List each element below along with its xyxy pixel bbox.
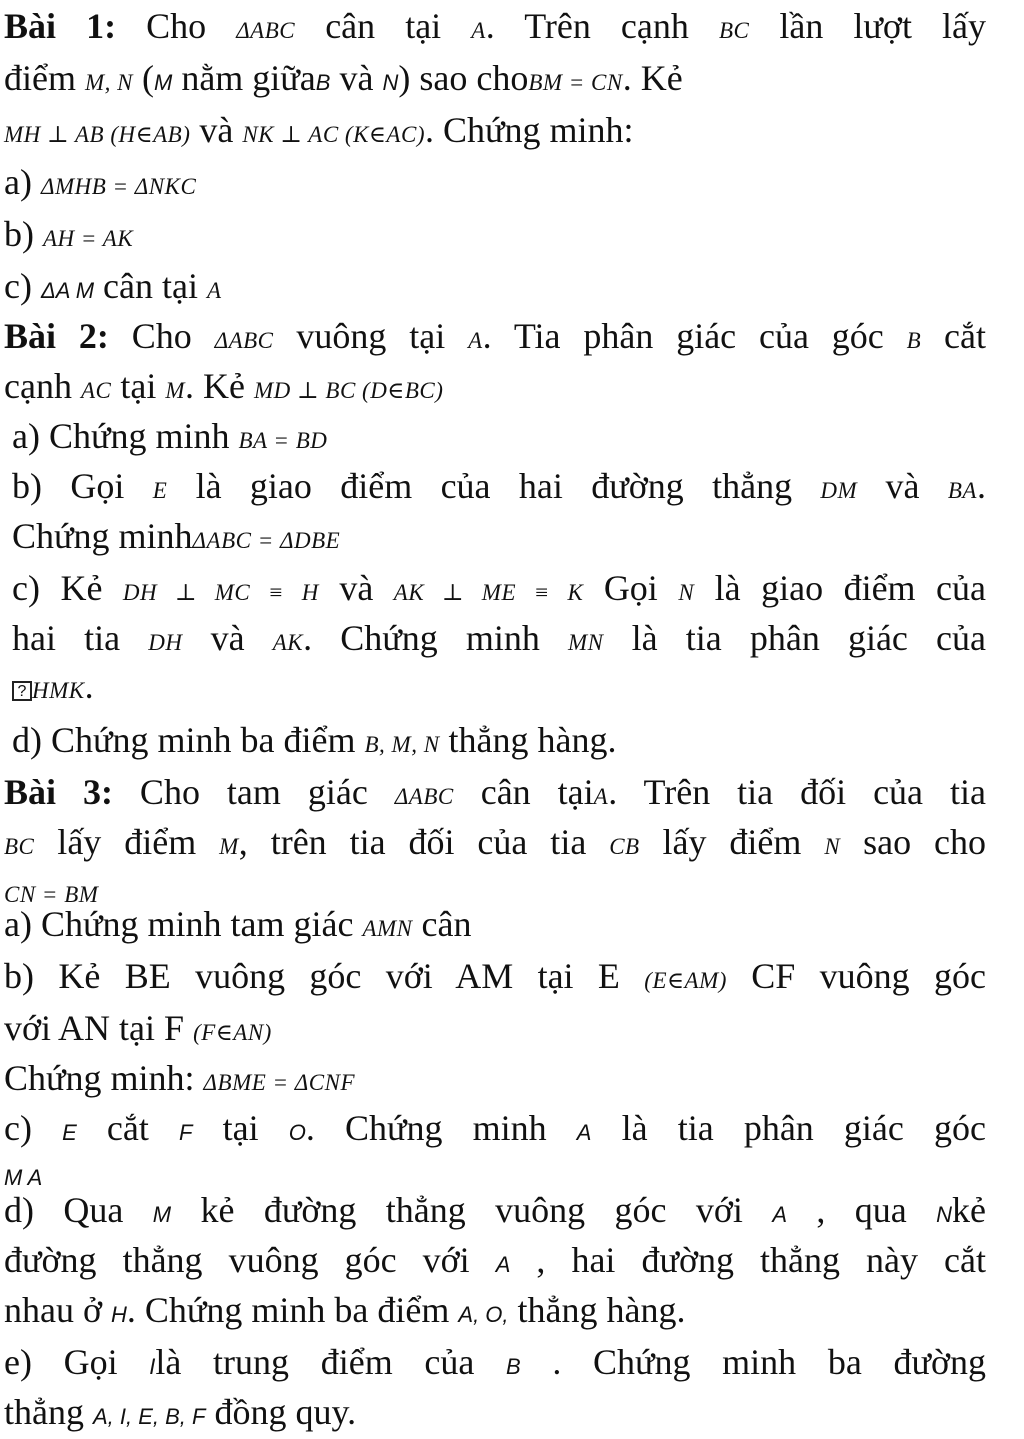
text: d) Chứng minh ba điểm [12,720,365,760]
text: lần lượt lấy [749,6,987,46]
text: , trên tia đối của tia [238,822,610,862]
b2-part-c-1 [12,570,986,606]
text: và [330,58,383,98]
math: AH = AK [43,226,134,251]
text: a) Chứng minh [12,416,239,456]
b3-line-3 [4,872,986,908]
math: CB [609,834,640,859]
math: BA [947,478,977,503]
math: HMK [32,678,85,703]
math: O [288,1120,306,1145]
text: c) [4,266,41,306]
text: điểm [4,58,85,98]
math: AK ⊥ ME ≡ K [393,580,584,605]
math: DH ⊥ MC ≡ H [122,580,319,605]
text: và [190,110,243,150]
math: DH [148,630,183,655]
text: cắt [921,316,987,356]
math: BA = BD [238,428,328,453]
text: nhau ở [4,1290,112,1330]
math: ΔABC = ΔDBE [192,528,341,553]
math: BC [4,834,35,859]
text: thẳng hàng. [508,1290,686,1330]
math: N [678,580,695,605]
text: và [857,466,948,506]
b2-title: Bài 2: [4,316,109,356]
b1-line-1 [4,8,986,44]
b1-part-a [4,164,986,200]
b2-part-a [12,418,986,454]
text: c) Kẻ [12,568,123,608]
text: . Trên cạnh [485,6,719,46]
text: cạnh [4,366,81,406]
b1-part-b [4,216,986,252]
text: lấy điểm [639,822,825,862]
math: BM = CN [528,70,623,95]
text: Cho [108,316,215,356]
math: AMN [362,916,413,941]
math: M A [4,1165,43,1190]
text: . Trên tia đối của tia [608,772,986,812]
b3-part-c-1 [4,1110,986,1146]
math: A [593,784,609,809]
b1-part-c [4,268,986,304]
text: lấy điểm [34,822,220,862]
text: Cho tam giác [112,772,395,812]
math: M [152,1202,172,1227]
b3-part-c-2 [4,1155,986,1191]
b3-part-b-1 [4,958,986,994]
text: . Chứng minh [305,1108,577,1148]
text: với AN tại F [4,1008,194,1048]
text: b) Kẻ BE vuông góc với AM tại E [4,956,645,996]
text: là giao điểm của [694,568,986,608]
b2-line-2 [4,368,986,404]
text: cân tại [94,266,207,306]
missing-glyph-icon: ? [12,681,32,701]
b1-line-3 [4,112,986,148]
text: a) Chứng minh tam giác [4,904,363,944]
math: M [165,378,186,403]
math: B [906,328,922,353]
math: N [824,834,841,859]
math: ΔBME = ΔCNF [203,1070,356,1095]
text: d) Qua [4,1190,153,1230]
math: M, N [84,70,133,95]
math: E [152,478,168,503]
text: b) [4,214,43,254]
math: A [772,1202,787,1227]
math: B, M, N [364,732,440,757]
math: AK [272,630,304,655]
b3-part-a [4,906,986,942]
text: và [182,618,273,658]
text: kẻ đường thẳng vuông góc với [171,1190,773,1230]
math: B [505,1354,521,1379]
text: cân [412,904,472,944]
b3-line-2 [4,824,986,860]
b3-part-b-2 [4,1010,986,1046]
text: Chứng minh: [4,1058,204,1098]
text: . Kẻ [622,58,683,98]
b2-part-b-1 [12,468,986,504]
math: E [62,1120,77,1145]
math: F [179,1120,193,1145]
text: CF vuông góc [726,956,987,996]
math: ΔABC [394,784,454,809]
math: B [315,70,331,95]
text: thẳng hàng. [439,720,617,760]
text: tại [192,1108,289,1148]
math: A [206,278,222,303]
b3-line-1 [4,774,986,810]
b3-part-e-1 [4,1344,986,1380]
math: MH ⊥ AB (H∈AB) [4,122,191,147]
text: ( [132,58,154,98]
b2-part-c-3 [12,668,986,704]
math: A [576,1120,592,1145]
text: . [976,466,986,506]
math: NK ⊥ AC (K∈AC) [242,122,425,147]
text: . Chứng minh ba đường [520,1342,986,1382]
b3-part-d-3 [4,1292,986,1328]
text: e) Gọi [4,1342,150,1382]
text: là giao điểm của hai đường thẳng [167,466,821,506]
b3-title: Bài 3: [4,772,113,812]
b2-part-c-2 [12,620,986,656]
b2-part-d [12,722,986,758]
b3-part-e-2 [4,1394,986,1430]
text: đường thẳng vuông góc với [4,1240,496,1280]
math: MN [568,630,604,655]
math: A [495,1252,511,1277]
math: A [468,328,483,353]
text: và [318,568,394,608]
text: hai tia [12,618,149,658]
text: c) [4,1108,63,1148]
math: N [382,70,399,95]
text: kẻ [952,1190,987,1230]
b1-title: Bài 1: [4,6,117,46]
text: , hai đường thẳng này cắt [510,1240,987,1280]
text: . Chứng minh ba điểm [126,1290,459,1330]
text: a) [4,162,41,202]
b3-part-b-3 [4,1060,986,1096]
math: ΔMHB = ΔNKC [40,174,197,199]
math: ΔA M [40,278,95,303]
b3-part-d-1 [4,1192,986,1228]
text: . Tia phân giác của góc [482,316,907,356]
text: là tia phân giác góc [591,1108,987,1148]
math: MD ⊥ BC (D∈BC) [254,378,444,403]
math: N [936,1202,953,1227]
text: vuông tại [273,316,469,356]
b3-part-d-2 [4,1242,986,1278]
text: b) Gọi [12,466,153,506]
text: là trung điểm của [155,1342,506,1382]
text: ) sao cho [398,58,529,98]
text: . Chứng minh: [425,110,634,150]
math: DM [820,478,858,503]
math: H [111,1302,127,1327]
math: I [149,1354,156,1379]
text: Gọi [583,568,679,608]
text: nằm giữa [172,58,316,98]
text: cân tại [453,772,594,812]
math: (F∈AN) [193,1020,272,1045]
math: A, O, [458,1302,509,1327]
math: CN = BM [4,882,99,907]
math: A, I, E, B, F [92,1404,206,1429]
text: sao cho [840,822,986,862]
math: (E∈AM) [644,968,727,993]
text: là tia phân giác của [603,618,986,658]
text: Chứng minh [12,516,193,556]
text: Cho [116,6,237,46]
text: đồng quy. [205,1392,357,1432]
math: ΔABC [214,328,274,353]
text: . Chứng minh [303,618,568,658]
math: M [219,834,239,859]
b1-line-2 [4,60,874,96]
text: cân tại [295,6,472,46]
text: . [84,666,94,706]
text: , qua [787,1190,937,1230]
math: BC [718,18,750,43]
text: cắt [76,1108,180,1148]
math: AC [80,378,112,403]
b2-line-1 [4,318,986,354]
math: A [471,18,486,43]
math: M [153,70,173,95]
text: . Kẻ [185,366,254,406]
text: tại [111,366,166,406]
text: thẳng [4,1392,93,1432]
b2-part-b-2 [12,518,986,554]
math: ΔABC [236,18,296,43]
